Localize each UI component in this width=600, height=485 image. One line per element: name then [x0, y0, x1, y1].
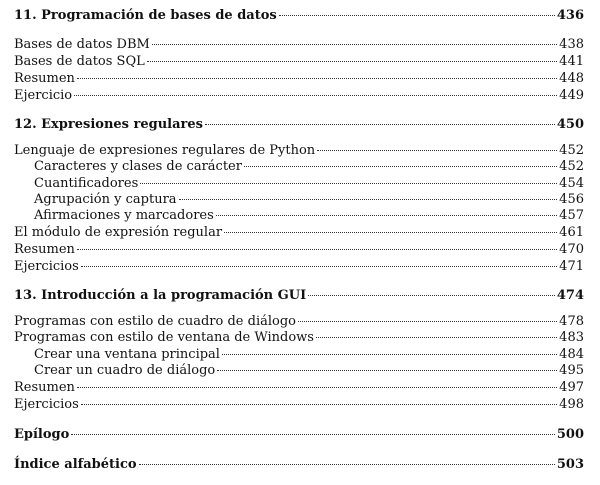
page-number: 456 [559, 192, 584, 207]
entry-title: Bases de datos SQL [14, 54, 145, 69]
dot-leader [74, 95, 557, 96]
dot-leader [152, 44, 557, 45]
dot-leader [217, 370, 557, 371]
dot-leader [139, 464, 555, 465]
toc-entry [14, 397, 584, 413]
page-number: 471 [559, 259, 584, 274]
entry-title: Bases de datos DBM [14, 37, 150, 52]
dot-leader [205, 124, 555, 125]
toc-subentry [34, 176, 584, 192]
toc-entry [14, 314, 584, 330]
toc-subentry [34, 159, 584, 175]
dot-leader [77, 387, 557, 388]
page-number: 474 [556, 288, 584, 303]
toc-subentry [34, 192, 584, 208]
toc-entry [14, 259, 584, 275]
entry-title: Caracteres y clases de carácter [34, 159, 242, 174]
page-number: 483 [559, 330, 584, 345]
toc-entry [14, 330, 584, 346]
page-number: 457 [559, 208, 584, 223]
page-number: 478 [559, 314, 584, 329]
toc-entry [14, 143, 584, 159]
toc-subentry [34, 208, 584, 224]
page-number: 448 [559, 71, 584, 86]
page-number: 452 [559, 159, 584, 174]
toc-subentry [34, 347, 584, 363]
chapter-title: 13. Introducción a la programación GUI [14, 288, 307, 303]
page-number: 484 [559, 347, 584, 362]
dot-leader [81, 266, 557, 267]
entry-title: Lenguaje de expresiones regulares de Python [14, 143, 316, 158]
entry-title: Crear un cuadro de diálogo [34, 363, 216, 378]
dot-leader [179, 199, 558, 200]
page-number: 498 [559, 397, 584, 412]
entry-title: Crear una ventana principal [34, 347, 220, 362]
dot-leader [298, 321, 557, 322]
entry-title: Ejercicios [14, 259, 79, 274]
chapter-title: 12. Expresiones regulares [14, 117, 203, 132]
chapter-heading [14, 288, 584, 304]
epilogue-heading [14, 427, 584, 443]
toc-entry [14, 88, 584, 104]
index-heading [14, 457, 584, 473]
dot-leader [316, 337, 557, 338]
entry-title: Programas con estilo de cuadro de diálogo [14, 314, 296, 329]
toc-entry [14, 242, 584, 258]
chapter-title: 11. Programación de bases de datos [14, 8, 277, 23]
entry-title: Resumen [14, 380, 75, 395]
page-number: 449 [559, 88, 584, 103]
dot-leader [224, 232, 557, 233]
dot-leader [81, 404, 557, 405]
page-number: 450 [556, 117, 584, 132]
toc-subentry [34, 363, 584, 379]
dot-leader [140, 183, 557, 184]
dot-leader [317, 150, 557, 151]
toc-entry [14, 380, 584, 396]
entry-title: Resumen [14, 71, 75, 86]
entry-title: El módulo de expresión regular [14, 225, 223, 240]
page-number: 436 [556, 8, 584, 23]
entry-title: Cuantificadores [34, 176, 139, 191]
page-number: 503 [556, 457, 584, 472]
entry-title: Afirmaciones y marcadores [34, 208, 214, 223]
dot-leader [244, 166, 557, 167]
page-number: 495 [559, 363, 584, 378]
toc-entry [14, 54, 584, 70]
chapter-title: Epílogo [14, 427, 70, 442]
page-number: 454 [559, 176, 584, 191]
dot-leader [77, 78, 557, 79]
entry-title: Ejercicio [14, 88, 73, 103]
chapter-title: Índice alfabético [14, 457, 137, 472]
page-number: 441 [559, 54, 584, 69]
page-number: 500 [556, 427, 584, 442]
page-number: 438 [559, 37, 584, 52]
dot-leader [222, 354, 557, 355]
page-number: 470 [559, 242, 584, 257]
entry-title: Resumen [14, 242, 75, 257]
dot-leader [308, 295, 555, 296]
dot-leader [71, 434, 555, 435]
toc-entry [14, 71, 584, 87]
dot-leader [216, 215, 557, 216]
toc-entry [14, 225, 584, 241]
entry-title: Programas con estilo de ventana de Windows [14, 330, 314, 345]
page-number: 497 [559, 380, 584, 395]
chapter-heading [14, 117, 584, 133]
dot-leader [279, 15, 555, 16]
toc-entry [14, 37, 584, 53]
dot-leader [147, 61, 557, 62]
chapter-heading [14, 8, 584, 24]
page-number: 461 [559, 225, 584, 240]
entry-title: Ejercicios [14, 397, 79, 412]
dot-leader [77, 249, 557, 250]
entry-title: Agrupación y captura [34, 192, 177, 207]
page-number: 452 [559, 143, 584, 158]
